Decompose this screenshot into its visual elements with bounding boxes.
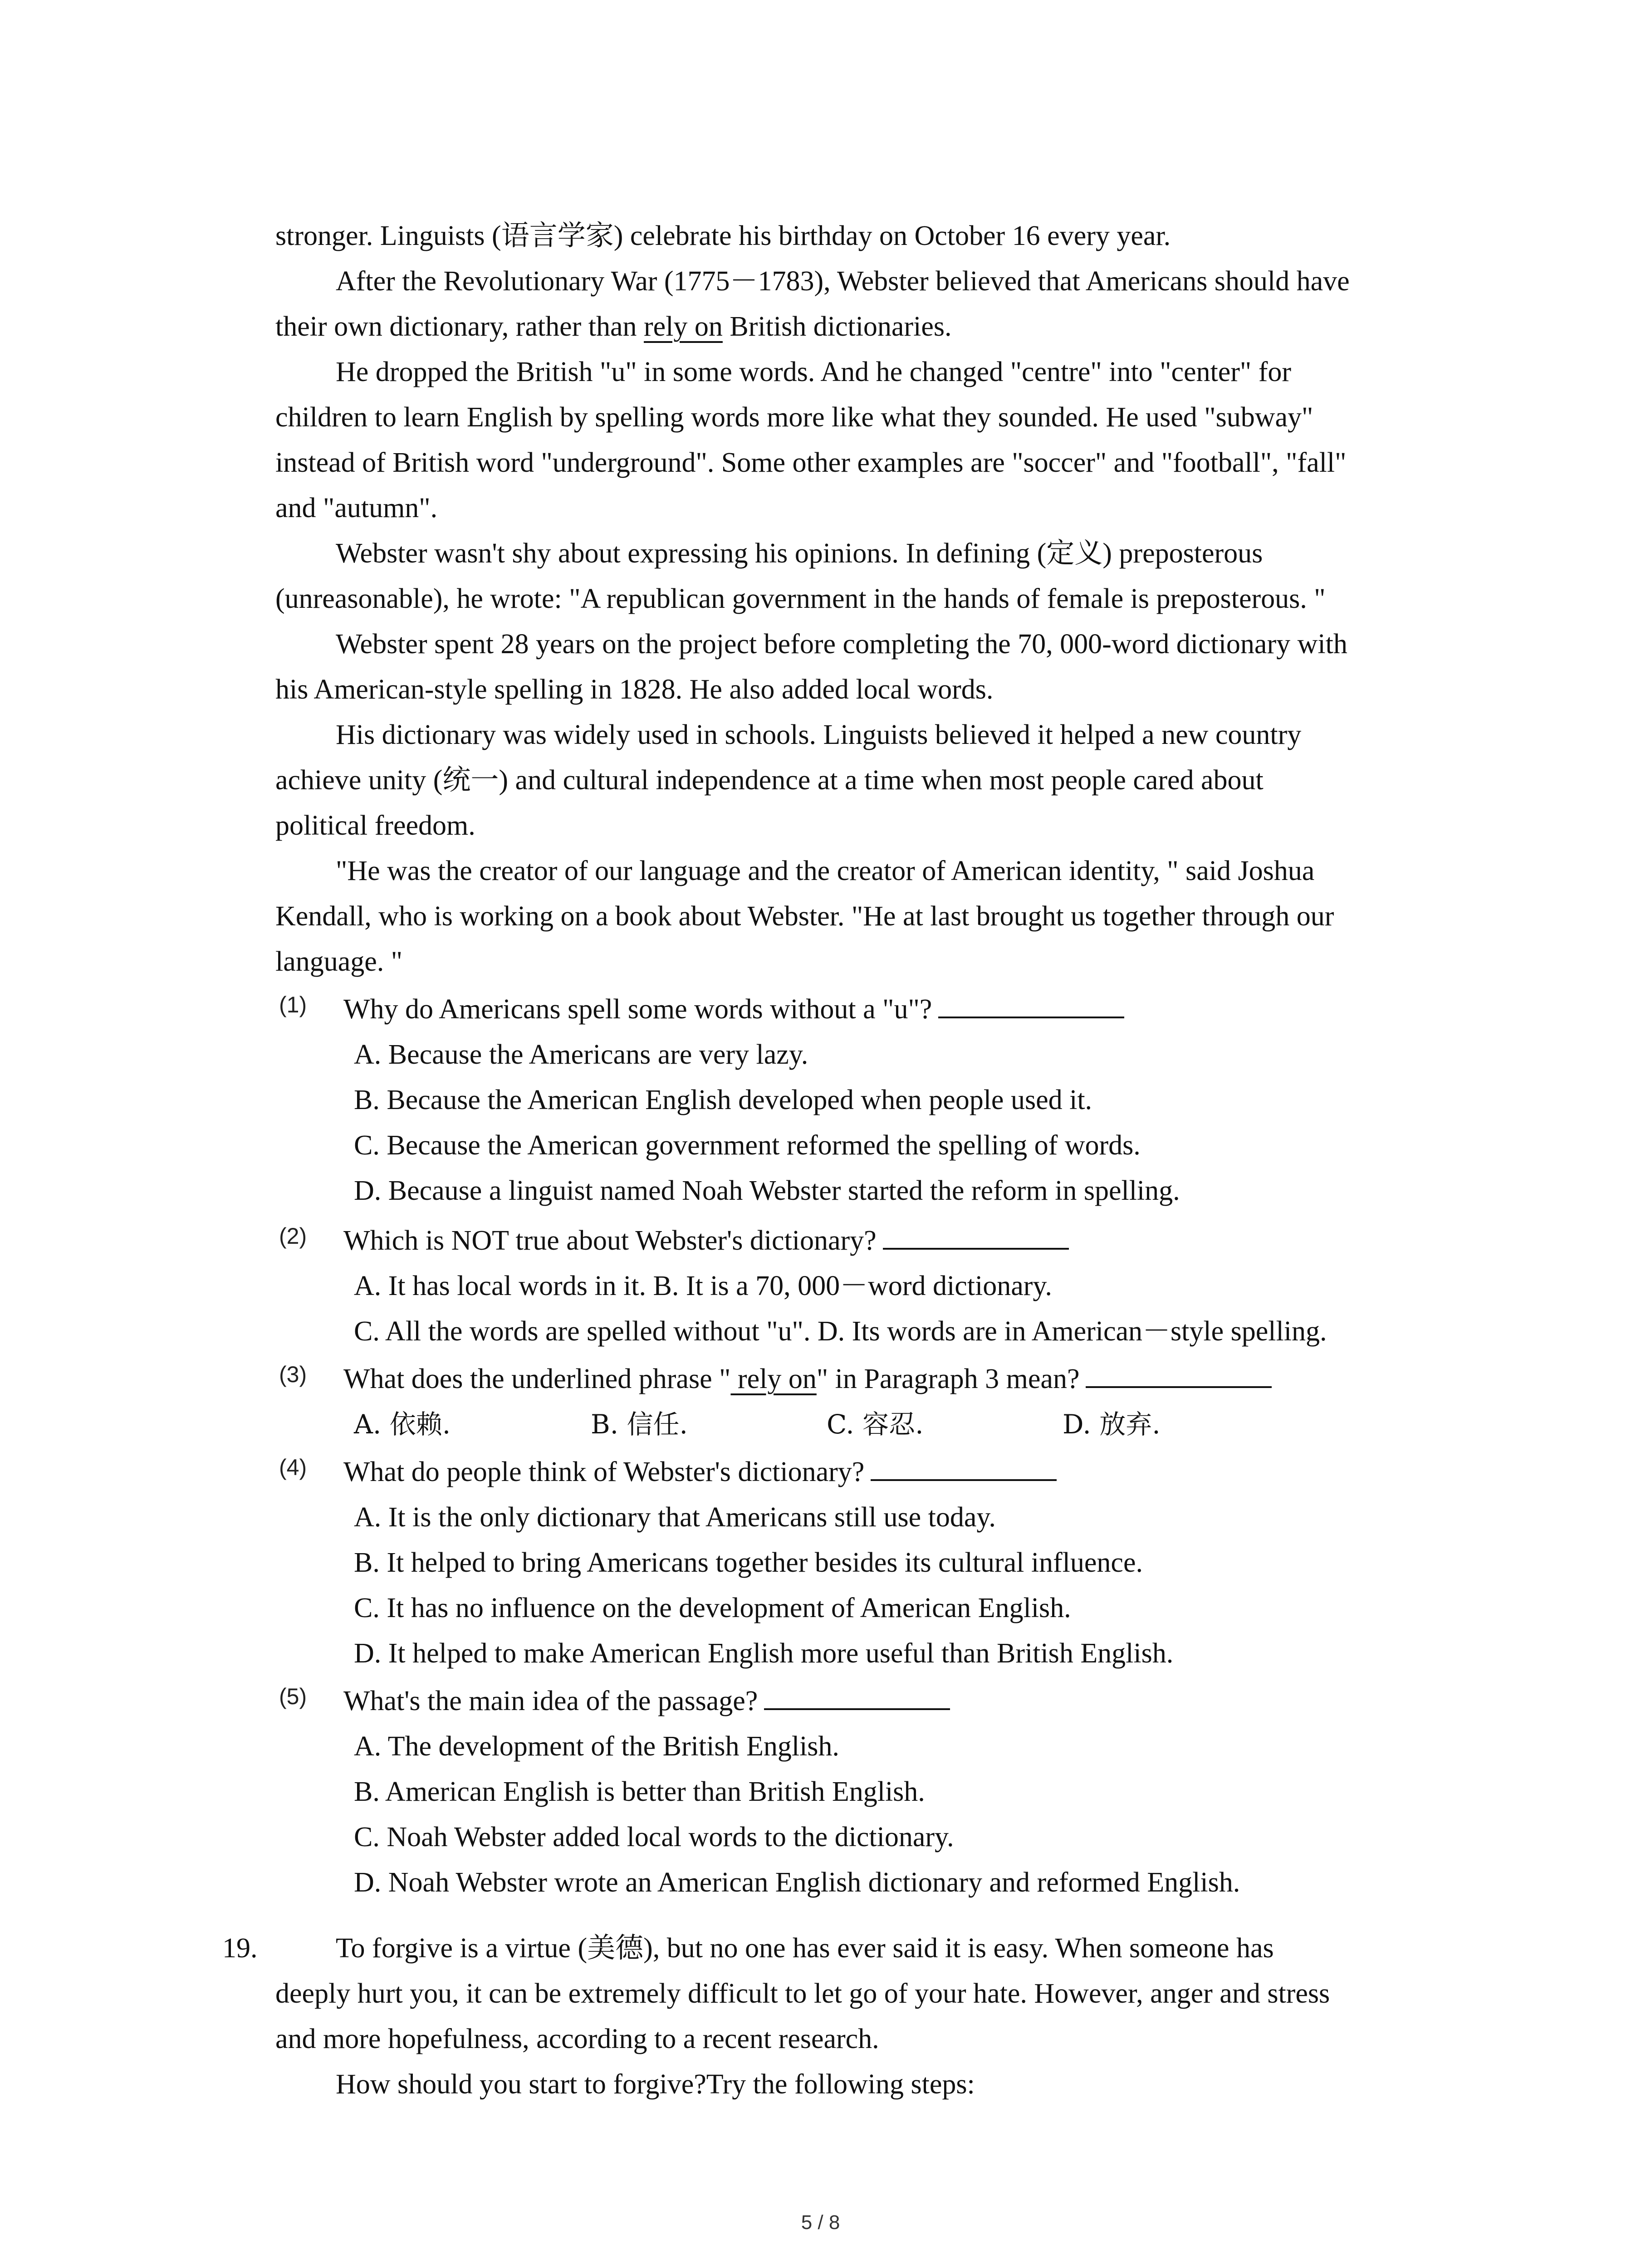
answer-option[interactable]: D. Noah Webster wrote an American English dictionary and reformed English. xyxy=(354,1867,1240,1898)
question-number: (4) xyxy=(279,1455,307,1480)
passage-line: Kendall, who is working on a book about Webster. "He at last brought us together through our xyxy=(275,901,1334,932)
passage-line: his American-style spelling in 1828. He also added local words. xyxy=(275,674,994,705)
option-text: C. 容忍. xyxy=(827,1409,924,1440)
question-text xyxy=(343,1449,1057,1495)
text: " in Paragraph 3 mean? xyxy=(816,1364,1080,1394)
passage-line: To forgive is a virtue (美德), but no one has ever said it is easy. When someone has xyxy=(336,1933,1274,1964)
answer-option[interactable] xyxy=(827,1402,924,1447)
passage-line: and "autumn". xyxy=(275,493,438,523)
answer-option[interactable]: A. The development of the British English. xyxy=(354,1731,839,1762)
text: British dictionaries. xyxy=(722,311,952,342)
answer-option[interactable]: A. Because the Americans are very lazy. xyxy=(354,1039,808,1070)
passage-line: children to learn English by spelling words more like what they sounded. He used "subway" xyxy=(275,402,1313,433)
text: What's the main idea of the passage? xyxy=(343,1686,758,1716)
answer-option[interactable]: B. Because the American English developed when people used it. xyxy=(354,1085,1092,1115)
answer-option[interactable] xyxy=(591,1402,688,1447)
answer-blank[interactable] xyxy=(871,1452,1057,1481)
passage-line: "He was the creator of our language and the creator of American identity, " said Joshua xyxy=(336,855,1315,886)
answer-option[interactable]: A. It is the only dictionary that Americans still use today. xyxy=(354,1502,996,1533)
answer-options-row[interactable]: A. It has local words in it. B. It is a 70, 000－word dictionary. xyxy=(354,1271,1052,1301)
passage-line: (unreasonable), he wrote: "A republican government in the hands of female is preposterous. " xyxy=(275,583,1326,614)
underlined-phrase: rely on xyxy=(730,1364,817,1394)
passage-line: political freedom. xyxy=(275,810,475,841)
answer-blank[interactable] xyxy=(1086,1359,1272,1388)
passage-line xyxy=(275,304,951,349)
answer-option[interactable]: B. It helped to bring Americans together besides its cultural influence. xyxy=(354,1547,1143,1578)
answer-options-row[interactable]: C. All the words are spelled without "u". D. Its words are in American－style spelling. xyxy=(354,1316,1327,1347)
answer-blank[interactable] xyxy=(938,989,1124,1018)
answer-option[interactable] xyxy=(1063,1402,1161,1447)
passage-line: How should you start to forgive?Try the following steps: xyxy=(336,2069,975,2100)
underlined-phrase: rely on xyxy=(644,311,723,342)
question-number: (3) xyxy=(279,1362,307,1387)
option-text: B. 信任. xyxy=(591,1409,688,1440)
passage-line: instead of British word "underground". Some other examples are "soccer" and "football", "fall" xyxy=(275,447,1347,478)
question-number: (2) xyxy=(279,1223,307,1249)
question-text xyxy=(343,1678,950,1724)
passage-line: His dictionary was widely used in schools. Linguists believed it helped a new country xyxy=(336,719,1302,750)
answer-option[interactable]: C. Noah Webster added local words to the dictionary. xyxy=(354,1822,954,1853)
text: Which is NOT true about Webster's dictionary? xyxy=(343,1225,877,1256)
question-text xyxy=(343,1218,1069,1263)
passage-line: achieve unity (统一) and cultural independence at a time when most people cared about xyxy=(275,765,1264,796)
text: Why do Americans spell some words without a "u"? xyxy=(343,994,932,1025)
answer-option[interactable]: D. Because a linguist named Noah Webster started the reform in spelling. xyxy=(354,1175,1180,1206)
answer-blank[interactable] xyxy=(883,1221,1069,1250)
answer-blank[interactable] xyxy=(764,1681,950,1710)
passage-line: Webster spent 28 years on the project before completing the 70, 000-word dictionary with xyxy=(336,629,1347,660)
passage-line: language. " xyxy=(275,946,403,977)
question-19-number: 19. xyxy=(222,1933,258,1964)
passage-line: deeply hurt you, it can be extremely difficult to let go of your hate. However, anger and stress xyxy=(275,1978,1330,2009)
text: What does the underlined phrase " xyxy=(343,1364,731,1394)
passage-line: and more hopefulness, according to a recent research. xyxy=(275,2024,879,2054)
answer-option[interactable]: B. American English is better than British English. xyxy=(354,1776,925,1807)
answer-option[interactable] xyxy=(354,1402,451,1447)
question-text xyxy=(343,987,1124,1032)
option-text: D. 放弃. xyxy=(1063,1409,1161,1440)
question-number: (1) xyxy=(279,992,307,1017)
option-text: A. 依赖. xyxy=(354,1409,451,1440)
page-number: 5 / 8 xyxy=(801,2211,840,2234)
answer-option[interactable]: C. It has no influence on the development of American English. xyxy=(354,1593,1071,1623)
passage-line: Webster wasn't shy about expressing his opinions. In defining (定义) preposterous xyxy=(336,538,1263,569)
question-number: (5) xyxy=(279,1684,307,1709)
passage-line: He dropped the British "u" in some words. And he changed "centre" into "center" for xyxy=(336,357,1292,387)
answer-option[interactable]: C. Because the American government reformed the spelling of words. xyxy=(354,1130,1141,1161)
passage-line: stronger. Linguists (语言学家) celebrate his birthday on October 16 every year. xyxy=(275,220,1171,251)
question-text xyxy=(343,1356,1272,1402)
text: What do people think of Webster's dictionary? xyxy=(343,1457,865,1487)
passage-line: After the Revolutionary War (1775－1783), Webster believed that Americans should have xyxy=(336,266,1350,297)
text: their own dictionary, rather than xyxy=(275,311,644,342)
answer-option[interactable]: D. It helped to make American English more useful than British English. xyxy=(354,1638,1174,1669)
